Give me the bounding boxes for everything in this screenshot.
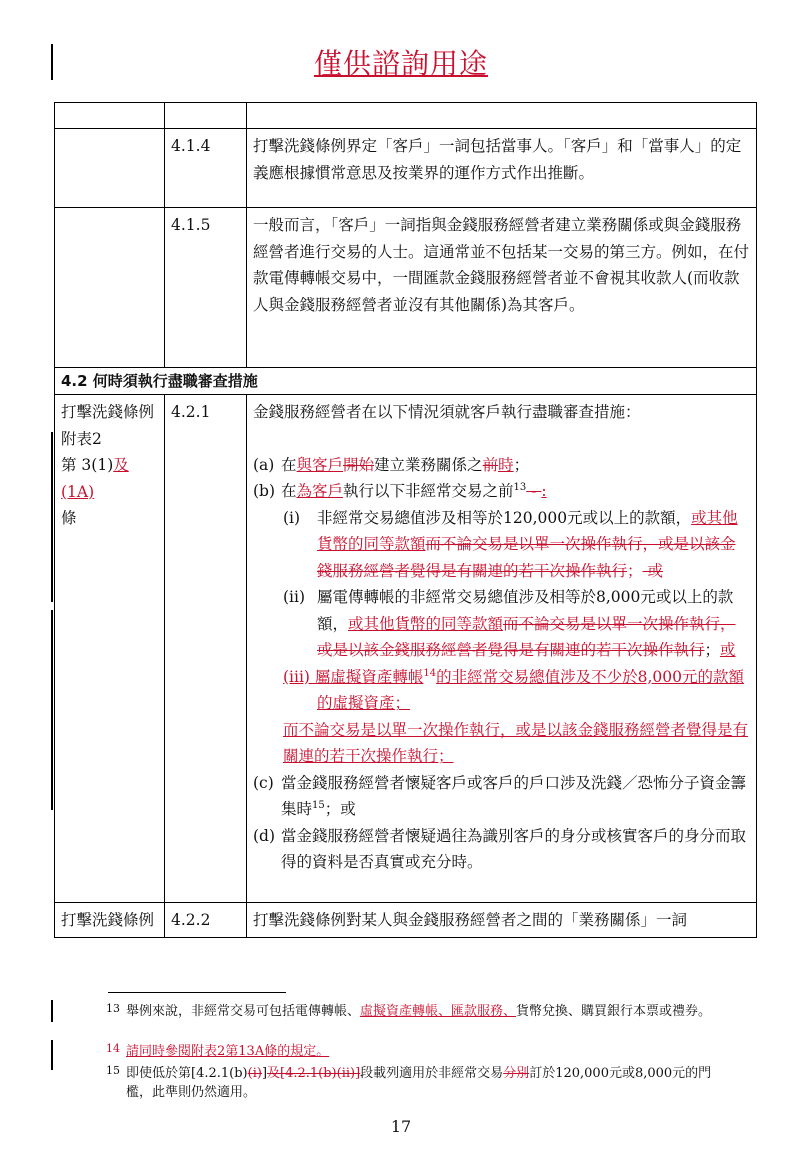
inserted-text: :	[541, 482, 547, 500]
item-text	[283, 664, 750, 717]
text-run: 屬電傳轉帳的非經常交易總值涉及相等於8,000元或以上的款額，	[317, 588, 734, 633]
item-text: 當金錢服務經營者懷疑過往為識別客戶的身分或核實客戶的身分而取得的資料是否真實或充分時。	[281, 826, 747, 871]
footnote-ref: 13	[513, 481, 527, 493]
inserted-text: 虛擬資產轉帳、匯款服務、	[360, 1004, 517, 1019]
list-item-b	[253, 478, 750, 505]
reference-section: 第 3(1)	[61, 456, 114, 474]
blank-cell	[247, 103, 757, 129]
list-item-b-i	[283, 505, 750, 585]
reference-line: 條	[61, 509, 77, 527]
list-item-b-iii	[283, 664, 750, 717]
table-row-4-1-5	[55, 208, 757, 368]
text-run: 貨幣兌換、購買銀行本票或禮券。	[516, 1004, 712, 1019]
footnote-13	[106, 1002, 726, 1021]
text-run: ；	[627, 561, 643, 580]
list-item-c	[253, 770, 750, 823]
text-run: 即使低於第[4.2.1(b)	[126, 1066, 248, 1081]
reference-cell	[55, 129, 165, 208]
footnote-number: 15	[106, 1064, 120, 1077]
item-text	[317, 505, 750, 585]
deleted-text: -	[526, 482, 542, 500]
list-item-d	[253, 823, 750, 876]
deleted-text: 而不論交易是以單一次操作執行，或是以該金錢服務經營者覺得是有關連的若干次操作執行	[317, 614, 736, 659]
paragraph-text: 打擊洗錢條例界定「客戶」一詞包括當事人。「客戶」和「當事人」的定義應根據慣常意思及按業界的運作方式作出推斷。	[247, 129, 757, 208]
deleted-text: 或	[642, 561, 663, 580]
footnote-text: 請同時參閱附表2第13A條的規定。	[126, 1044, 330, 1059]
text-run: 段載列適用於非經常交易	[360, 1066, 504, 1081]
blank-line	[253, 426, 750, 452]
footnote-number: 13	[106, 1002, 120, 1015]
inserted-text: 或	[720, 641, 736, 659]
deleted-text: 分別	[503, 1066, 530, 1081]
section-heading: 4.2 何時須執行盡職審查措施	[55, 368, 757, 395]
text-run: 在	[281, 455, 297, 474]
deleted-text: 及[4.2.1(b)(ii)]	[267, 1066, 361, 1081]
inserted-text: 或其他貨幣的同等款額	[348, 614, 504, 633]
footnote-14	[106, 1042, 726, 1061]
watermark-title: 僅供諮詢用途	[313, 47, 488, 80]
item-label: (i)	[283, 508, 301, 527]
reference-cell	[55, 208, 165, 368]
text-run: ]	[261, 1066, 268, 1081]
intro-text: 金錢服務經營者在以下情況須就客戶執行盡職審查措施：	[253, 403, 641, 421]
inserted-text: (iii) 屬虛擬資產轉帳	[283, 667, 424, 686]
deleted-text: 開始	[343, 455, 375, 474]
text-run: 建立業務關係之	[374, 455, 483, 474]
item-label: (a)	[253, 455, 275, 474]
item-text	[281, 478, 750, 505]
paragraph-number: 4.1.4	[165, 129, 247, 208]
footnote-text	[126, 1064, 726, 1102]
text-run: ；	[513, 455, 530, 474]
change-bar	[51, 610, 53, 810]
table-row-4-2-2	[55, 902, 757, 938]
text-run: 執行以下非經常交易之前	[343, 482, 514, 500]
table-row-blank	[55, 103, 757, 129]
page-number: 17	[390, 1117, 412, 1136]
footnote-ref: 15	[312, 799, 325, 811]
text-run: ；或	[324, 800, 356, 818]
deleted-text: 而不論交易是以單一次操作執行，或是以該金錢服務經營者覺得是有關連的若干次操作執行	[317, 535, 736, 580]
paragraph-text: 打擊洗錢條例對某人與金錢服務經營者之間的「業務關係」一詞	[247, 902, 757, 938]
paragraph-text	[247, 395, 757, 903]
inserted-text: 與客戶	[296, 455, 344, 474]
deleted-text: (i)	[247, 1066, 262, 1081]
reference-line: 附表2	[61, 429, 102, 448]
blank-cell	[165, 103, 247, 129]
table-row-4-1-4	[55, 129, 757, 208]
inserted-text: 為客戶	[296, 482, 344, 500]
inserted-text: 時	[498, 455, 514, 474]
table-row-4-2-1	[55, 395, 757, 903]
deleted-text: 前	[482, 455, 499, 474]
change-bar	[51, 1000, 53, 1022]
change-bar	[51, 1040, 53, 1070]
inserted-text: 及 (1A)	[61, 456, 129, 501]
blank-cell	[55, 103, 165, 129]
reference-cell	[55, 395, 165, 903]
item-text	[281, 452, 750, 479]
reference-cell: 打擊洗錢條例	[55, 902, 165, 938]
item-label: (d)	[253, 826, 276, 845]
paragraph-number: 4.2.2	[165, 902, 247, 938]
paragraph-number: 4.1.5	[165, 208, 247, 368]
item-label: (c)	[253, 773, 274, 792]
text-run: ；	[704, 641, 721, 659]
inserted-text: 而不論交易是以單一次操作執行，或是以該金錢服務經營者覺得是有關連的若干次操作執行；	[283, 720, 749, 765]
paragraph-number: 4.2.1	[165, 395, 247, 903]
list-item-a	[253, 452, 750, 479]
text-run: 訂於120,000元或8,000元的門檻，此準則仍然適用。	[126, 1066, 712, 1100]
reference-line	[61, 452, 158, 505]
list-item-b-ii	[283, 584, 750, 664]
reference-line: 打擊洗錢條例	[61, 403, 155, 421]
text-run: 舉例來說，非經常交易可包括電傳轉帳、	[126, 1004, 361, 1019]
inserted-text: 或其他貨幣的同等款額	[317, 508, 738, 553]
footnote-ref: 14	[423, 667, 437, 679]
section-heading-row	[55, 368, 757, 395]
inserted-text: 的非經常交易總值涉及不少於8,000元的款額的虛擬資產；	[317, 667, 745, 712]
blank-line	[253, 876, 750, 898]
text-run: 當金錢服務經營者懷疑客戶或客戶的戶口涉及洗錢／恐怖分子資金籌集時	[281, 773, 747, 818]
item-label: (b)	[253, 482, 276, 500]
item-text	[281, 770, 750, 823]
footnote-text	[126, 1002, 726, 1021]
paragraph-text: 一般而言，「客戶」一詞指與金錢服務經營者建立業務關係或與金錢服務經營者進行交易的人士。這通常並不包括某一交易的第三方。例如，在付款電傳轉帳交易中，一間匯款金錢服務經營者並不會視其收款人(而收款人與金錢服務經營者並沒有其他關係)為其客戶。	[247, 208, 757, 368]
change-bar	[51, 432, 53, 602]
text-run: 在	[281, 482, 297, 500]
footnote-separator	[108, 992, 286, 993]
text-run: 非經常交易總值涉及相等於120,000元或以上的款額，	[317, 508, 692, 527]
footnote-15	[106, 1064, 726, 1102]
item-text	[317, 584, 750, 664]
item-label: (ii)	[283, 588, 306, 606]
footnote-number: 14	[106, 1042, 120, 1055]
guideline-table	[54, 102, 757, 938]
